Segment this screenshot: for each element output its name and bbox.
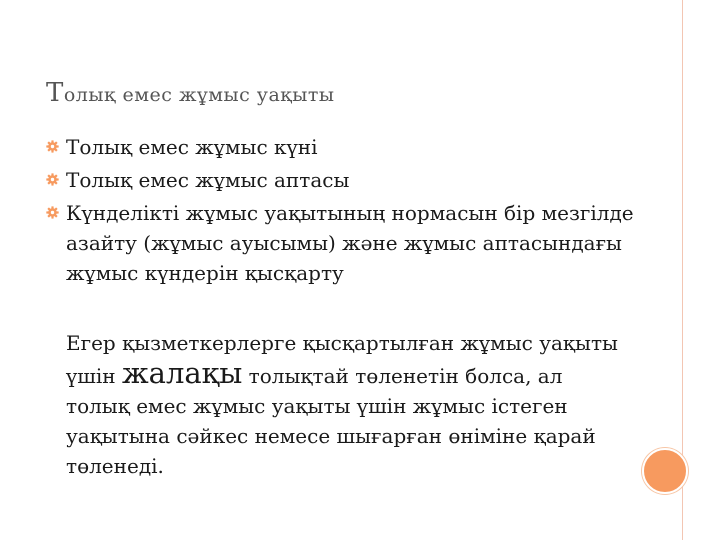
bullet-item bbox=[46, 165, 646, 195]
body-paragraph bbox=[66, 328, 626, 481]
decorative-circle bbox=[642, 448, 688, 494]
paragraph-emphasis: жалақы bbox=[121, 356, 243, 390]
bullet-text: Толық емес жұмыс аптасы bbox=[66, 168, 350, 192]
paragraph-text-before: Егер қызметкерлерге қысқартылған жұмыс уақыты үшін bbox=[66, 331, 618, 388]
paragraph-text-after: толықтай төленетін болса, ал толық емес жұмыс уақыты үшін жұмыс істеген уақытына сәйкес немесе шығарған өніміне қарай төленеді. bbox=[66, 364, 596, 478]
slide-title bbox=[46, 78, 335, 108]
gear-icon bbox=[46, 140, 59, 153]
gear-icon bbox=[46, 173, 59, 186]
bullet-text: Толық емес жұмыс күні bbox=[66, 135, 318, 159]
bullet-item bbox=[46, 132, 646, 162]
title-initial: Т bbox=[46, 78, 64, 108]
title-rest: олық емес жұмыс уақыты bbox=[63, 84, 335, 106]
bullet-item bbox=[46, 198, 646, 288]
bullet-list bbox=[46, 132, 646, 291]
gear-icon bbox=[46, 206, 59, 219]
bullet-text: Күнделікті жұмыс уақытының нормасын бір мезгілде азайту (жұмыс ауысымы) және жұмыс аптасындағы жұмыс күндерін қысқарту bbox=[66, 201, 634, 285]
